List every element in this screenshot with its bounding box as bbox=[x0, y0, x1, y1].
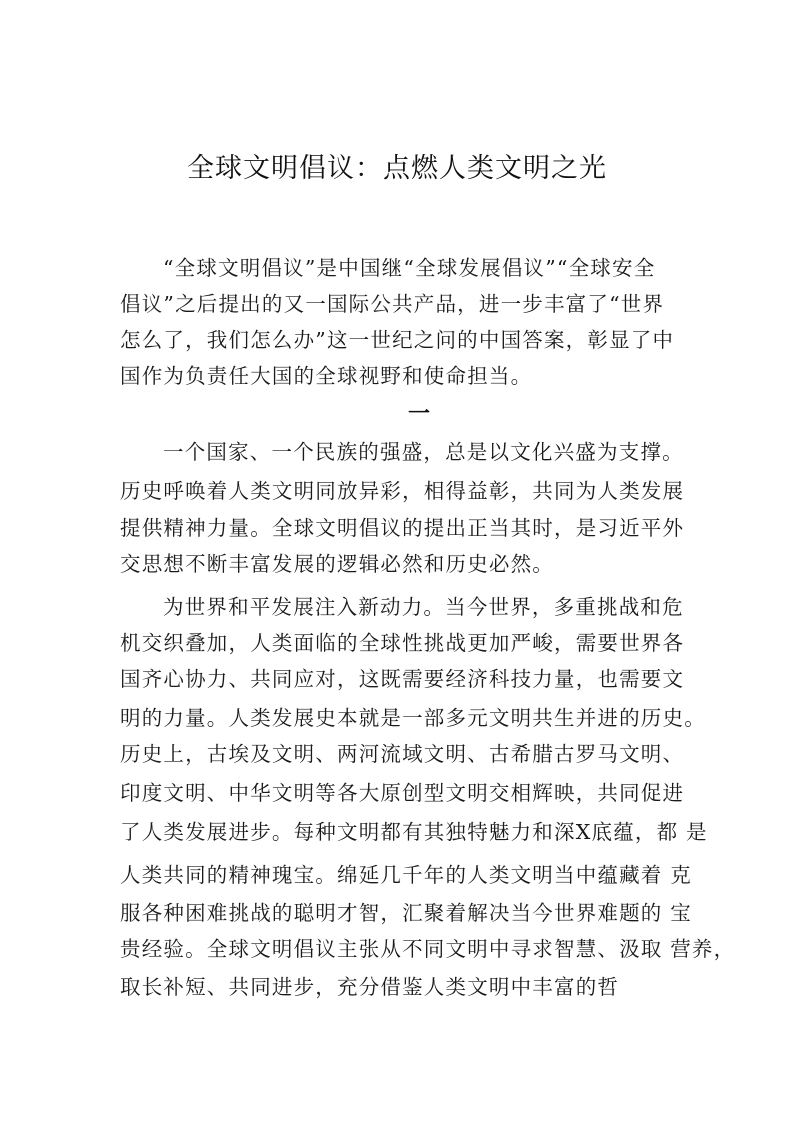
paragraph-line: 怎么了，我们怎么办”这一世纪之问的中国答案，彰显了中 bbox=[120, 328, 675, 352]
paragraph-line: 倡议”之后提出的又一国际公共产品，进一步丰富了“世界 bbox=[120, 292, 665, 316]
paragraph-line: “全球文明倡议”是中国继“全球发展倡议”“全球安全 bbox=[163, 256, 656, 280]
paragraph-line: 交思想不断丰富发展的逻辑必然和历史必然。 bbox=[120, 552, 554, 576]
paragraph-line: 取长补短、共同进步，充分借鉴人类文明中丰富的哲 bbox=[120, 975, 620, 999]
page-title: 全球文明倡议：点燃人类文明之光 bbox=[187, 153, 607, 184]
paragraph-line: 了人类发展进步。每种文明都有其独特魅力和深X底蕴，都 是 bbox=[120, 820, 708, 844]
section-number: 一 bbox=[408, 401, 431, 427]
paragraph-line: 服各种困难挑战的聪明才智，汇聚着解决当今世界难题的 宝 bbox=[120, 901, 692, 925]
paragraph-line: 机交织叠加，人类面临的全球性挑战更加严峻，需要世界各 bbox=[120, 631, 685, 655]
paragraph-line: 明的力量。人类发展史本就是一部多元文明共生并进的历史。 bbox=[120, 706, 706, 730]
paragraph-line: 国作为负责任大国的全球视野和使命担当。 bbox=[120, 364, 533, 388]
paragraph-line: 提供精神力量。全球文明倡议的提出正当其时，是习近平外 bbox=[120, 516, 685, 540]
paragraph-line: 为世界和平发展注入新动力。当今世界，多重挑战和危 bbox=[163, 595, 684, 619]
paragraph-line: 贵经验。全球文明倡议主张从不同文明中寻求智慧、汲取 营养， bbox=[120, 937, 736, 961]
paragraph-line: 历史上，古埃及文明、两河流域文明、古希腊古罗马文明、 bbox=[120, 742, 685, 766]
paragraph-line: 历史呼唤着人类文明同放异彩，相得益彰，共同为人类发展 bbox=[120, 479, 685, 503]
paragraph-line: 人类共同的精神瑰宝。绵延几千年的人类文明当中蕴藏着 克 bbox=[120, 863, 692, 887]
paragraph-line: 一个国家、一个民族的强盛，总是以文化兴盛为支撑。 bbox=[163, 440, 684, 464]
paragraph-line: 印度文明、中华文明等各大原创型文明交相辉映，共同促进 bbox=[120, 781, 685, 805]
paragraph-line: 国齐心协力、共同应对，这既需要经济科技力量，也需要文 bbox=[120, 667, 685, 691]
